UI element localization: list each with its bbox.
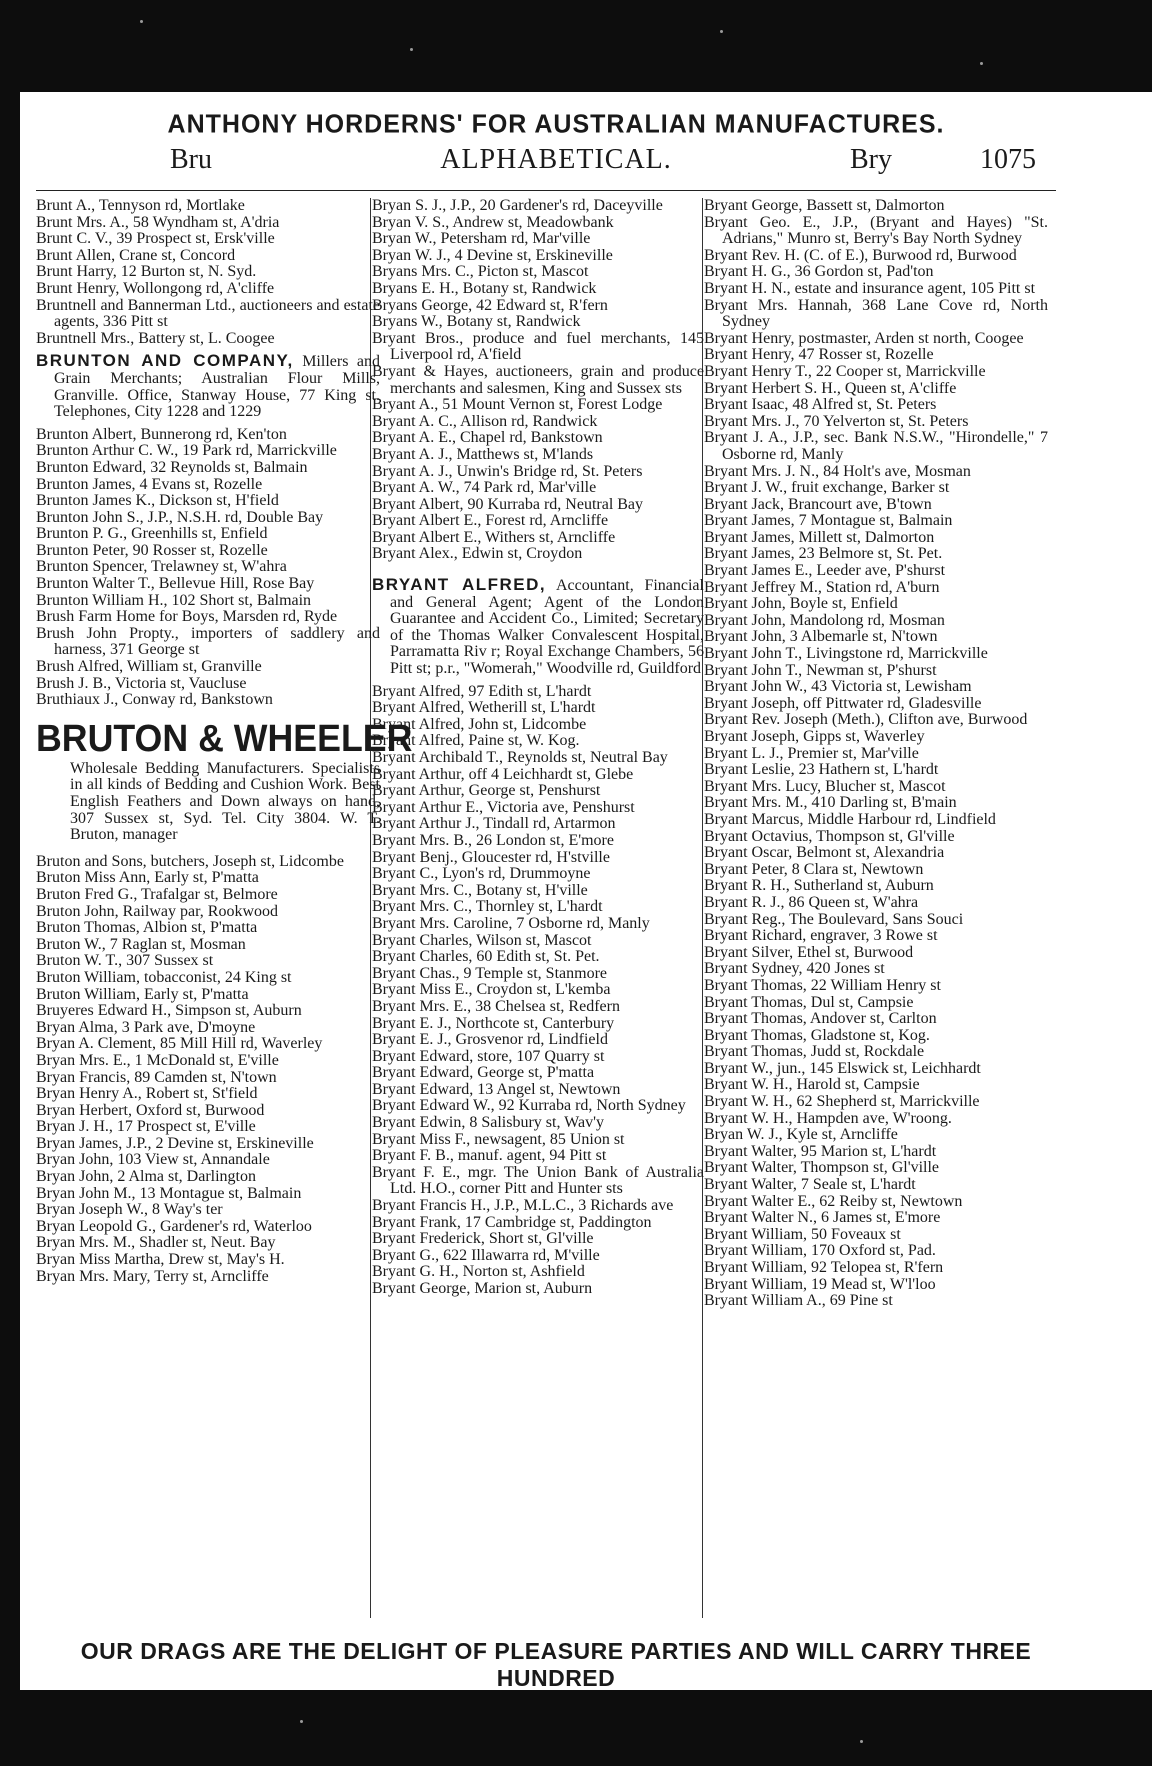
directory-entry: Bryant Edwin, 8 Salisbury st, Wav'y [372,1114,604,1132]
directory-entry: Bryan James, J.P., 2 Devine st, Erskineville [36,1134,314,1152]
directory-entry: Bryant Mrs. C., Thornley st, L'hardt [372,898,603,916]
directory-entry: Bryan John, 2 Alma st, Darlington [36,1168,256,1186]
directory-entry: Bryan Mrs. M., Shadler st, Neut. Bay [36,1234,276,1252]
directory-entry: Bryant Miss F., newsagent, 85 Union st [372,1130,625,1148]
directory-entry: Bryan J. H., 17 Prospect st, E'ville [36,1118,256,1136]
directory-entry: Bryant William, 19 Mead st, W'l'loo [704,1275,936,1293]
directory-entry: Bryant Benj., Gloucester rd, H'stville [372,848,610,866]
directory-entry: Bryant Alfred, Paine st, W. Kog. [372,732,580,750]
directory-entry: Brunton William H., 102 Short st, Balmain [36,591,312,609]
directory-entry: Bryant Joseph, off Pittwater rd, Gladesville [704,694,982,712]
directory-entry: Bryant Jack, Brancourt ave, B'town [704,495,932,513]
directory-entry: Bryant James, 23 Belmore st, St. Pet. [704,545,943,563]
directory-entry: Bryant Edward W., 92 Kurraba rd, North Sydney [372,1097,686,1115]
scan-border-bottom [0,1690,1152,1766]
directory-entry: Bryant Peter, 8 Clara st, Newtown [704,860,924,878]
directory-entry: Bryant James, Millett st, Dalmorton [704,528,935,546]
directory-entry: Bryant Archibald T., Reynolds st, Neutral Bay [372,749,668,766]
directory-entry: Bryant William, 92 Telopea st, R'fern [704,1259,944,1276]
directory-entry: Bryant G. H., Norton st, Ashfield [372,1263,585,1281]
directory-entry: Bryant Reg., The Boulevard, Sans Souci [704,910,964,928]
directory-entry: Bruton Fred G., Trafalgar st, Belmore [36,885,278,903]
directory-entry: Bryant James E., Leeder ave, P'shurst [704,562,946,580]
entry-list [704,198,1048,1310]
header-right: Bry [850,144,892,175]
directory-entry: Bryant Alex., Edwin st, Croydon [372,545,583,563]
directory-entry: Bryant Mrs. M., 410 Darling st, B'main [704,794,957,812]
page-number: 1075 [980,144,1036,175]
page-banner: ANTHONY HORDERNS' FOR AUSTRALIAN MANUFACTURES. [167,109,945,139]
directory-entry: Bryant Albert E., Withers st, Arncliffe [372,528,616,546]
directory-entry: Bryant Leslie, 23 Hathern st, L'hardt [704,761,939,779]
advert-bruton-wheeler-body: Wholesale Bedding Manufacturers. Specialists in all kinds of Bedding and Cushion Work. Best English Feathers and Down always on hand, 307 Sussex st, Syd. Tel. City 3804. W. T. Bruton, manager [70,759,380,844]
page-footer: OUR DRAGS ARE THE DELIGHT OF PLEASURE PARTIES AND WILL CARRY THREE HUNDRED [80,1638,1032,1691]
advert-body: Accountant, Financial and General Agent; Agent of the London Guarantee and Accident Co., Limited; Secretary of the Thomas Walker Convalescent Hospital, Parramatta Riv r; Royal Exchange Chambers, 56 Pitt st; p.r., "Womerah," Woodville rd, Guildford [390,577,704,678]
directory-entry: Bryant Henry, postmaster, Arden st north, Coogee [704,329,1024,347]
directory-entry: Bryant Isaac, 48 Alfred st, St. Peters [704,396,937,414]
directory-entry: Bryant W., jun., 145 Elswick st, Leichhardt [704,1059,981,1077]
directory-entry: Bryant A. J., Matthews st, M'lands [372,445,594,463]
header-rule [36,190,1056,191]
directory-entry: Bryant Mrs. Hannah, 368 Lane Cove rd, North Sydney [704,296,1048,331]
directory-entry: Bryant Silver, Ethel st, Burwood [704,943,914,961]
directory-entry: Bryant John, 3 Albemarle st, N'town [704,628,938,646]
directory-entry: Bryant Mrs. J., 70 Yelverton st, St. Peters [704,412,969,430]
directory-entry: Bruton William, tobacconist, 24 King st [36,968,292,986]
directory-entry: Bryant A. J., Unwin's Bridge rd, St. Peters [372,462,643,480]
advert-bryant-alfred [372,577,704,678]
directory-entry: Bryant E. J., Northcote st, Canterbury [372,1014,615,1032]
directory-entry: Bryant Herbert S. H., Queen st, A'cliffe [704,379,957,397]
directory-entry: Bryant Walter, 95 Marion st, L'hardt [704,1142,937,1160]
directory-entry: Brunt Mrs. A., 58 Wyndham st, A'dria [36,213,280,231]
directory-entry: Brunton Peter, 90 Rosser st, Rozelle [36,541,268,559]
directory-entry: Bryan Francis, 89 Camden st, N'town [36,1068,277,1086]
directory-entry: Bryant R. H., Sutherland st, Auburn [704,877,934,895]
directory-entry: Bryant John T., Livingstone rd, Marrickville [704,645,988,663]
directory-entry: Bryant John, Mandolong rd, Mosman [704,611,945,629]
directory-entry: Bruntnell Mrs., Battery st, L. Coogee [36,329,275,347]
directory-entry: Bryant Octavius, Thompson st, Gl'ville [704,827,955,845]
directory-entry: Bryant John T., Newman st, P'shurst [704,661,937,679]
directory-entry: Bryant A. E., Chapel rd, Bankstown [372,429,603,447]
directory-entry: Bryant Alfred, 97 Edith st, L'hardt [372,682,592,700]
directory-entry: Bryan Henry A., Robert st, St'field [36,1085,258,1103]
directory-entry: Bryant Marcus, Middle Harbour rd, Lindfield [704,810,996,828]
directory-entry: Bruthiaux J., Conway rd, Bankstown [36,691,273,709]
directory-entry: Brunton P. G., Greenhills st, Enfield [36,525,268,543]
column-2 [372,198,704,1298]
directory-entry: Bruton William, Early st, P'matta [36,985,249,1003]
directory-entry: Bruntnell and Bannerman Ltd., auctioneers and estate agents, 336 Pitt st [36,296,380,331]
directory-entry: Brush Farm Home for Boys, Marsden rd, Ryde [36,608,338,626]
directory-entry: Bryant Alfred, Wetherill st, L'hardt [372,699,596,717]
directory-entry: Bryant Henry, 47 Rosser st, Rozelle [704,346,934,364]
directory-entry: Brunt C. V., 39 Prospect st, Ersk'ville [36,230,275,248]
directory-entry: Bryant & Hayes, auctioneers, grain and produce merchants and salesmen, King and Sussex sts [372,362,704,397]
directory-entry: Bruton W., 7 Raglan st, Mosman [36,935,246,953]
directory-entry: Bryan W. J., 4 Devine st, Erskineville [372,246,613,264]
directory-entry: Bryan W., Petersham rd, Mar'ville [372,230,591,248]
directory-entry: Bryant Chas., 9 Temple st, Stanmore [372,964,607,982]
directory-entry: Bryant G., 622 Illawarra rd, M'ville [372,1246,600,1264]
directory-entry: Bryant Walter N., 6 James st, E'more [704,1209,941,1227]
directory-entry: Brunton Edward, 32 Reynolds st, Balmain [36,458,308,476]
directory-entry: Bryant Albert E., Forest rd, Arncliffe [372,512,609,530]
directory-entry: Brunton James K., Dickson st, H'field [36,492,279,510]
directory-entry: Bryant H. N., estate and insurance agent, 105 Pitt st [704,279,1036,297]
directory-entry: Bryant Arthur, George st, Penshurst [372,782,601,800]
directory-entry: Brunton John S., J.P., N.S.H. rd, Double Bay [36,508,324,526]
directory-entry: Bryan Miss Martha, Drew st, May's H. [36,1251,285,1269]
directory-entry: Bryant Charles, 60 Edith st, St. Pet. [372,948,600,966]
directory-entry: Bryant Arthur E., Victoria ave, Penshurst [372,798,635,816]
directory-entry: Brunt Henry, Wollongong rd, A'cliffe [36,279,275,297]
directory-entry: Bryant J. A., J.P., sec. Bank N.S.W., "Hirondelle," 7 Osborne rd, Manly [704,429,1048,463]
directory-entry: Bruyeres Edward H., Simpson st, Auburn [36,1002,302,1020]
directory-entry: Bryan S. J., J.P., 20 Gardener's rd, Daceyville [372,197,663,214]
directory-entry: Brunt Harry, 12 Burton st, N. Syd. [36,263,257,281]
entry-list [36,854,380,1285]
directory-entry: Bryant George, Marion st, Auburn [372,1280,593,1297]
directory-entry: Bryant A. C., Allison rd, Randwick [372,412,598,430]
directory-entry: Bryant Geo. E., J.P., (Bryant and Hayes) "St. Adrians," Munro st, Berry's Bay North Sydney [704,213,1048,248]
directory-entry: Bryan Leopold G., Gardener's rd, Waterloo [36,1217,312,1235]
directory-entry: Bryant Albert, 90 Kurraba rd, Neutral Bay [372,495,644,513]
directory-entry: Bryant John W., 43 Victoria st, Lewisham [704,678,972,696]
directory-entry: Bryans W., Botany st, Randwick [372,313,581,331]
directory-entry: Bryant John, Boyle st, Enfield [704,595,898,613]
directory-entry: Bryant L. J., Premier st, Mar'ville [704,744,919,762]
directory-entry: Bryan A. Clement, 85 Mill Hill rd, Waverley [36,1035,323,1053]
directory-entry: Bryant C., Lyon's rd, Drummoyne [372,865,591,883]
page-header [20,144,1092,184]
directory-entry: Bryan Mrs. E., 1 McDonald st, E'ville [36,1051,279,1069]
directory-entry: Bryan John, 103 View st, Annandale [36,1151,270,1169]
directory-entry: Bryant Frank, 17 Cambridge st, Paddington [372,1213,652,1231]
directory-entry: Bryant Walter, Thompson st, Gl'ville [704,1159,940,1177]
directory-entry: Brush Alfred, William st, Granville [36,658,262,676]
header-center: ALPHABETICAL. [440,144,672,175]
directory-entry: Bryant Francis H., J.P., M.L.C., 3 Richards ave [372,1197,674,1215]
directory-entry: Bryant F. B., manuf. agent, 94 Pitt st [372,1147,607,1165]
directory-entry: Bryant Edward, George st, P'matta [372,1064,595,1082]
directory-entry: Bryant Mrs. E., 38 Chelsea st, Redfern [372,997,620,1015]
directory-entry: Bryant Thomas, Andover st, Carlton [704,1010,937,1028]
directory-entry: Brunton Arthur C. W., 19 Park rd, Marrickville [36,442,337,460]
directory-entry: Bryant Mrs. C., Botany st, H'ville [372,881,588,899]
directory-entry: Brunton Walter T., Bellevue Hill, Rose Bay [36,575,315,593]
directory-entry: Bryant Arthur, off 4 Leichhardt st, Glebe [372,765,634,783]
directory-entry: Bruton and Sons, butchers, Joseph st, Lidcombe [36,852,344,870]
directory-entry: Bryant Joseph, Gipps st, Waverley [704,728,925,745]
directory-entry: Bryant Mrs. B., 26 London st, E'more [372,831,614,849]
directory-entry: Bryans E. H., Botany st, Randwick [372,279,597,297]
directory-entry: Bryant Richard, engraver, 3 Rowe st [704,927,938,945]
directory-entry: Brunton James, 4 Evans st, Rozelle [36,475,263,493]
entry-list [372,198,704,563]
directory-entry: Bryant Rev. Joseph (Meth.), Clifton ave, Burwood [704,711,1028,729]
directory-entry: Bryant Charles, Wilson st, Mascot [372,931,592,949]
directory-entry: Bryant William, 50 Foveaux st [704,1225,901,1243]
advert-title: BRUNTON AND COMPANY, [36,351,294,371]
directory-entry: Bryant Thomas, Judd st, Rockdale [704,1043,925,1061]
directory-entry: Bryan W. J., Kyle st, Arncliffe [704,1126,898,1144]
entry-list [36,198,380,347]
directory-entry: Brunt A., Tennyson rd, Mortlake [36,197,245,214]
header-left: Bru [170,144,212,175]
directory-entry: Bryant E. J., Grosvenor rd, Lindfield [372,1031,608,1049]
column-1 [36,197,413,1285]
directory-entry: Bryant Walter, 7 Seale st, L'hardt [704,1176,916,1194]
directory-entry: Bruton W. T., 307 Sussex st [36,952,214,970]
directory-entry: Bruton Miss Ann, Early st, P'matta [36,869,259,887]
advert-brunton [36,353,380,420]
directory-entry: Bryant Thomas, 22 William Henry st [704,976,941,994]
directory-entry: Bryant Arthur J., Tindall rd, Artarmon [372,815,616,833]
scan-border-left [0,0,20,1766]
directory-entry: Bryant W. H., 62 Shepherd st, Marrickville [704,1093,980,1111]
directory-entry: Bryant Rev. H. (C. of E.), Burwood rd, Burwood [704,246,1017,264]
directory-entry: Bryan Joseph W., 8 Way's ter [36,1201,223,1219]
directory-entry: Brunton Spencer, Trelawney st, W'ahra [36,558,287,576]
directory-entry: Bryant Walter E., 62 Reiby st, Newtown [704,1192,963,1210]
entry-list [36,427,380,709]
directory-entry: Bryan John M., 13 Montague st, Balmain [36,1184,302,1202]
directory-entry: Bryant Edward, store, 107 Quarry st [372,1047,605,1065]
directory-entry: Bryant Frederick, Short st, Gl'ville [372,1230,594,1248]
directory-entry: Bruton Thomas, Albion st, P'matta [36,919,258,937]
directory-entry: Bryant Oscar, Belmont st, Alexandria [704,844,945,862]
directory-entry: Bryant Sydney, 420 Jones st [704,960,885,978]
directory-entry: Bryans Mrs. C., Picton st, Mascot [372,263,589,281]
scan-border-top [0,0,1152,92]
directory-entry: Bryant Bros., produce and fuel merchants, 145 Liverpool rd, A'field [372,329,704,364]
directory-entry: Bryant J. W., fruit exchange, Barker st [704,479,950,497]
directory-entry: Bryant William, 170 Oxford st, Pad. [704,1242,936,1260]
directory-entry: Bryant James, 7 Montague st, Balmain [704,512,953,530]
column-3 [704,198,1048,1310]
directory-entry: Bryans George, 42 Edward st, R'fern [372,296,608,314]
directory-entry: Bryant A. W., 74 Park rd, Mar'ville [372,479,597,497]
directory-entry: Bryant William A., 69 Pine st [704,1292,893,1310]
directory-entry: Bryan Herbert, Oxford st, Burwood [36,1101,265,1119]
directory-entry: Bryant Alfred, John st, Lidcombe [372,715,587,733]
advert-body: Millers and Grain Merchants; Australian Flour Mills, Granville. Office, Stanway House, 77 King st. Telephones, City 1228 and 1229 [54,353,380,421]
directory-entry: Bryan V. S., Andrew st, Meadowbank [372,213,614,231]
directory-entry: Bryant W. H., Hampden ave, W'roong. [704,1109,952,1127]
directory-entry: Bryant F. E., mgr. The Union Bank of Australia Ltd. H.O., corner Pitt and Hunter sts [372,1163,704,1198]
directory-entry: Brunt Allen, Crane st, Concord [36,246,236,264]
directory-entry: Bryan Alma, 3 Park ave, D'moyne [36,1018,256,1036]
directory-entry: Bryant A., 51 Mount Vernon st, Forest Lodge [372,396,663,414]
directory-entry: Bryant Mrs. Lucy, Blucher st, Mascot [704,777,946,795]
directory-entry: Bryant Mrs. J. N., 84 Holt's ave, Mosman [704,462,971,480]
entry-list [372,684,704,1298]
directory-entry: Bryant George, Bassett st, Dalmorton [704,197,945,214]
directory-entry: Bryant Miss E., Croydon st, L'kemba [372,981,611,999]
directory-entry: Bryan Mrs. Mary, Terry st, Arncliffe [36,1267,269,1285]
directory-entry: Bryant W. H., Harold st, Campsie [704,1076,920,1094]
directory-entry: Brush John Propty., importers of saddlery and harness, 371 George st [36,624,380,659]
directory-entry: Bryant Mrs. Caroline, 7 Osborne rd, Manly [372,914,650,932]
directory-entry: Bryant Thomas, Gladstone st, Kog. [704,1026,930,1044]
directory-entry: Bryant R. J., 86 Queen st, W'ahra [704,893,919,911]
advert-title: BRYANT ALFRED, [372,575,547,595]
directory-page [20,92,1152,1690]
directory-entry: Brunton Albert, Bunnerong rd, Ken'ton [36,425,287,443]
advert-bruton-wheeler-title: BRUTON & WHEELER [36,717,413,760]
directory-entry: Bryant Henry T., 22 Cooper st, Marrickville [704,362,986,380]
directory-entry: Bryant H. G., 36 Gordon st, Pad'ton [704,263,934,281]
directory-entry: Bruton John, Railway par, Rookwood [36,902,279,920]
directory-entry: Bryant Thomas, Dul st, Campsie [704,993,914,1011]
directory-entry: Bryant Jeffrey M., Station rd, A'burn [704,578,940,596]
directory-entry: Bryant Edward, 13 Angel st, Newtown [372,1080,621,1098]
directory-entry: Brush J. B., Victoria st, Vaucluse [36,674,247,692]
